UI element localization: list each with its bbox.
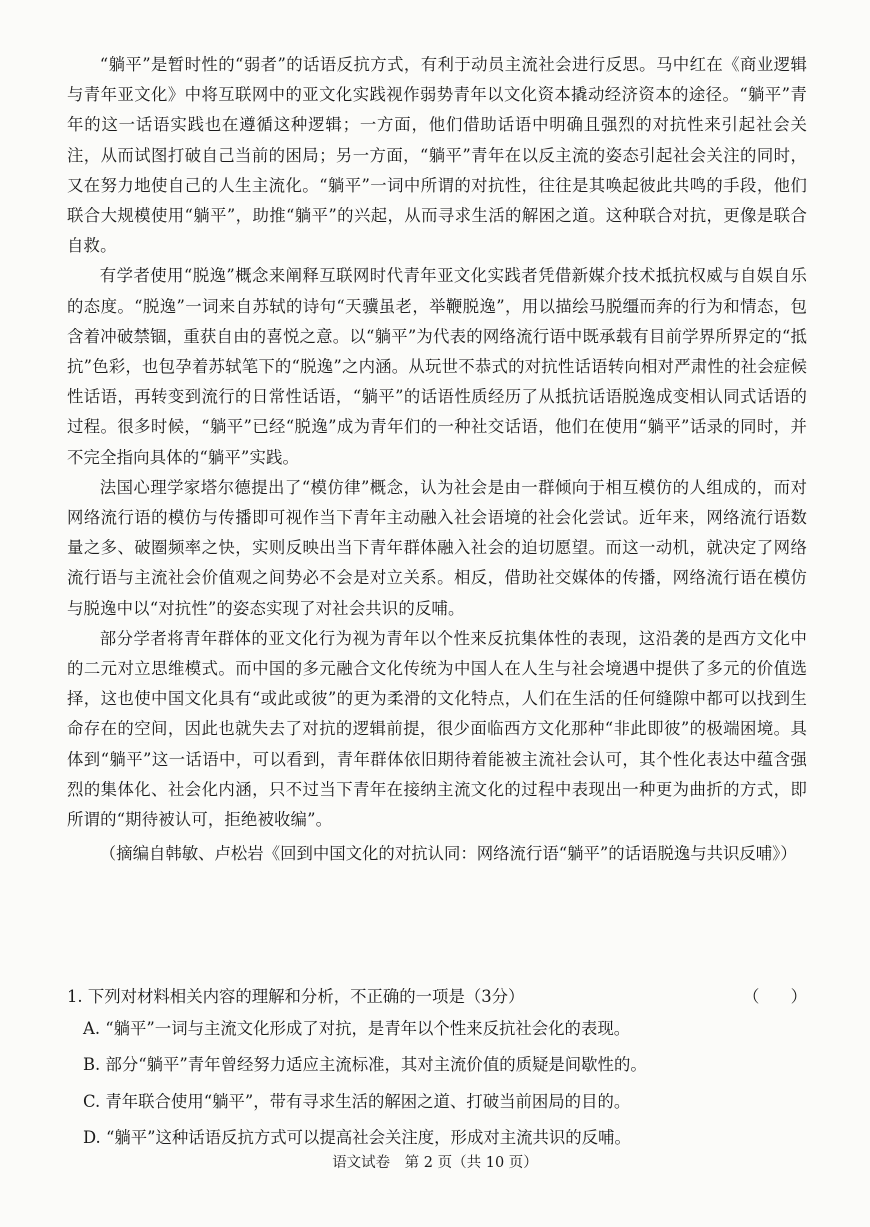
answer-options [67,1014,807,1153]
question-1 [67,982,807,1159]
answer-blank: （ ） [742,987,807,1006]
question-stem [67,982,807,1012]
passage-paragraph-2: 有学者使用“脱逸”概念来阐释互联网时代青年亚文化实践者凭借新媒介技术抵抗权威与自娱自乐的态度。“脱逸”一词来自苏轼的诗句“天骥虽老，举鞭脱逸”，用以描绘马脱缰而奔的行为和情态，包含着冲破禁锢，重获自由的喜悦之意。以“躺平”为代表的网络流行语中既承载有目前学界所界定的“抵抗”色彩，也包孕着苏轼笔下的“脱逸”之内涵。从玩世不恭式的对抗性话语转向相对严肃性的社会症候性话语，再转变到流行的日常性话语，“躺平”的话语性质经历了从抵抗话语脱逸成变相认同式话语的过程。很多时候，“躺平”已经“脱逸”成为青年们的一种社交话语，他们在使用“躺平”话录的同时，并不完全指向具体的“躺平”实践。 [67,266,807,467]
option-c: C. 青年联合使用“躺平”，带有寻求生活的解困之道、打破当前困局的目的。 [83,1091,631,1111]
passage-source-citation: （摘编自韩敏、卢松岩《回到中国文化的对抗认同：网络流行语“躺平”的话语脱逸与共识反哺》） [99,844,797,864]
passage-paragraph-3: 法国心理学家塔尔德提出了“模仿律”概念，认为社会是由一群倾向于相互模仿的人组成的，而对网络流行语的模仿与传播即可视作当下青年主动融入社会语境的社会化尝试。近年来，网络流行语数量之多、破圈频率之快，实则反映出当下青年群体融入社会的迫切愿望。而这一动机，就决定了网络流行语与主流社会价值观之间势必不会是对立关系。相反，借助社交媒体的传播，网络流行语在模仿与脱逸中以“对抗性”的姿态实现了对社会共识的反哺。 [67,477,807,618]
option-b: B. 部分“躺平”青年曾经努力适应主流标准，其对主流价值的质疑是间歇性的。 [83,1055,647,1075]
passage-paragraph-4: 部分学者将青年群体的亚文化行为视为青年以个性来反抗集体性的表现，这沿袭的是西方文化中的二元对立思维模式。而中国的多元融合文化传统为中国人在人生与社会境遇中提供了多元的价值选择，这也使中国文化具有“或此或彼”的更为柔滑的文化特点，人们在生活的任何缝隙中都可以找到生命存在的空间，因此也就失去了对抗的逻辑前提，很少面临西方文化那种“非此即彼”的极端困境。具体到“躺平”这一话语中，可以看到，青年群体依旧期待着能被主流社会认可，其个性化表达中蕴含强烈的集体化、社会化内涵，只不过当下青年在接纳主流文化的过程中表现出一种更为曲折的方式，即所谓的“期待被认可，拒绝被收编”。 [67,628,807,830]
question-stem-text: 1. 下列对材料相关内容的理解和分析，不正确的一项是（3分） [67,987,525,1006]
option-a: A. “躺平”一词与主流文化形成了对抗，是青年以个性来反抗社会化的表现。 [83,1019,631,1039]
option-d: D. “躺平”这种话语反抗方式可以提高社会关注度，形成对主流共识的反哺。 [83,1127,631,1147]
passage-paragraph-1: “躺平”是暂时性的“弱者”的话语反抗方式，有利于动员主流社会进行反思。马中红在《商业逻辑与青年亚文化》中将互联网中的亚文化实践视作弱势青年以文化资本撬动经济资本的途径。“躺平”青年的这一话语实践也在遵循这种逻辑；一方面，他们借助话语中明确且强烈的对抗性来引起社会关注，从而试图打破自己当前的困局；另一方面，“躺平”青年在以反主流的姿态引起社会关注的同时，又在努力地使自己的人生主流化。“躺平”一词中所谓的对抗性，往往是其唤起彼此共鸣的手段，他们联合大规模使用“躺平”，助推“躺平”的兴起，从而寻求生活的解困之道。这种联合对抗，更像是联合自救。 [67,55,807,256]
page-footer: 语文试卷 第 2 页（共 10 页） [332,1155,538,1171]
reading-passage [67,50,807,869]
